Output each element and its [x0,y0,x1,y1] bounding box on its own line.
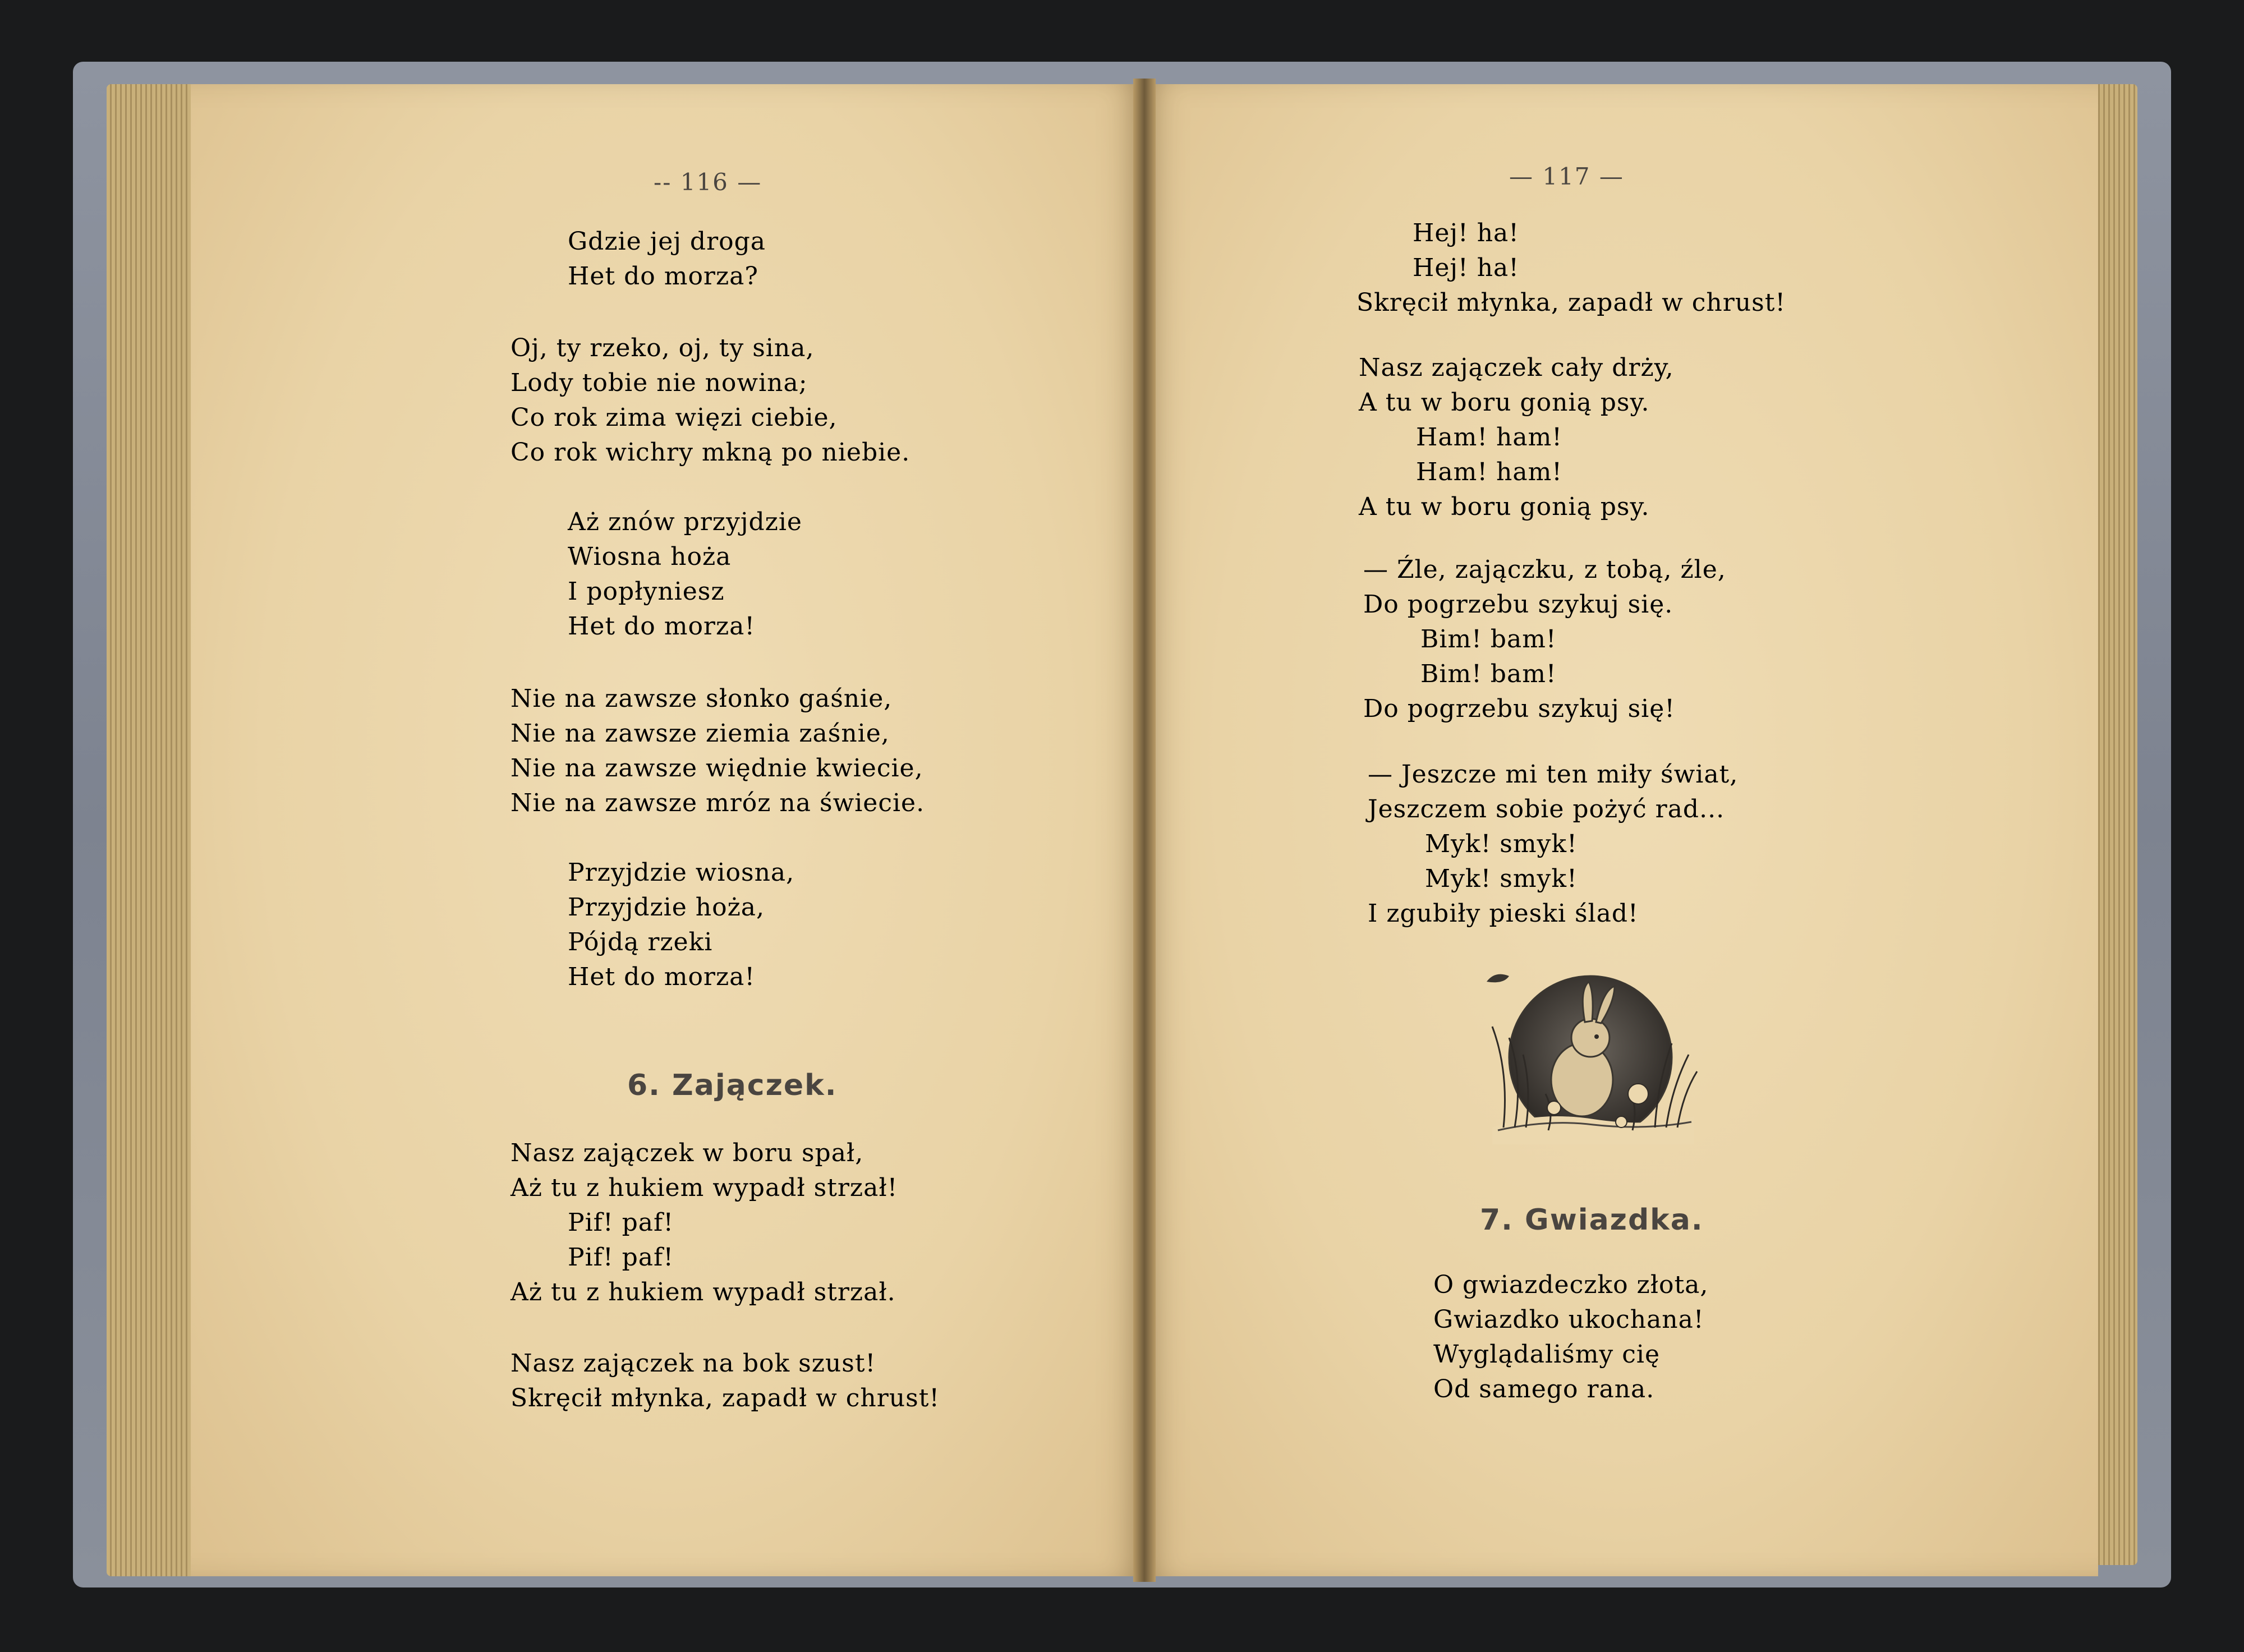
verse-line: Pif! paf! [568,1208,674,1237]
book-gutter [1133,79,1156,1582]
verse-line: Aż znów przyjdzie [568,508,802,536]
verse-line: Do pogrzebu szykuj się! [1363,694,1675,723]
verse-line: Myk! smyk! [1425,864,1578,893]
stanza [568,224,766,294]
verse-line: Co rok wichry mkną po niebie. [511,438,911,467]
hare-vignette-illustration [1470,959,1717,1150]
verse-line: Lody tobie nie nowina; [511,369,808,397]
stanza [1433,1268,1708,1407]
verse-line: Wiosna hoża [568,542,732,571]
verse-line: Het do morza! [568,963,756,991]
verse-line: Pif! paf! [568,1243,674,1272]
stanza [1363,553,1726,726]
stanza [511,682,925,821]
page-number-left: -- 116 — [654,168,762,196]
stanza [568,505,802,644]
poem-title: 7. Gwiazdka. [1480,1203,1704,1237]
verse-line: Nasz zajączek w boru spał, [511,1139,864,1167]
verse-line: Od samego rana. [1433,1375,1655,1403]
verse-line: Gdzie jej droga [568,227,766,256]
verse-line: — Jeszcze mi ten miły świat, [1368,760,1739,789]
verse-line: Pójdą rzeki [568,928,713,956]
verse-line: Skręcił młynka, zapadł w chrust! [1356,288,1786,317]
verse-line: Nie na zawsze mróz na świecie. [511,789,925,817]
verse-line: Het do morza? [568,262,758,291]
verse-line: Do pogrzebu szykuj się. [1363,590,1673,619]
verse-line: Jeszczem sobie pożyć rad... [1368,795,1725,823]
verse-line: Przyjdzie hoża, [568,893,765,922]
verse-line: Nie na zawsze słonko gaśnie, [511,684,893,713]
page-number-right: — 117 — [1509,163,1624,190]
verse-line: Hej! ha! [1413,254,1519,282]
verse-line: Bim! bam! [1420,660,1557,688]
page-edges-left [107,84,202,1576]
poem-title: 6. Zajączek. [627,1069,838,1102]
verse-line: Myk! smyk! [1425,830,1578,858]
stanza [511,331,910,470]
verse-line: — Źle, zajączku, z tobą, źle, [1363,555,1726,584]
verse-line: Nie na zawsze ziemia zaśnie, [511,719,890,748]
verse-line: I popłyniesz [568,577,725,606]
stanza [1356,216,1786,320]
verse-line: I zgubiły pieski ślad! [1368,899,1639,928]
verse-line: Nasz zajączek na bok szust! [511,1349,876,1378]
verse-line: Hej! ha! [1413,219,1519,247]
verse-line: Przyjdzie wiosna, [568,858,795,887]
stanza [511,1346,940,1416]
verse-line: Wyglądaliśmy cię [1433,1340,1661,1369]
stanza [1359,351,1674,524]
verse-line: Oj, ty rzeko, oj, ty sina, [511,334,815,362]
verse-line: Nasz zajączek cały drży, [1359,353,1674,382]
stanza [1368,757,1738,931]
verse-line: A tu w boru gonią psy. [1359,388,1650,417]
stanza [511,1136,898,1310]
verse-line: Gwiazdko ukochana! [1433,1305,1704,1334]
verse-line: Het do morza! [568,612,756,641]
verse-line: A tu w boru gonią psy. [1359,493,1650,521]
verse-line: Aż tu z hukiem wypadł strzał. [511,1278,896,1306]
verse-line: Co rok zima więzi ciebie, [511,403,838,432]
verse-line: O gwiazdeczko złota, [1433,1271,1709,1299]
verse-line: Ham! ham! [1416,423,1562,452]
stanza [568,855,794,995]
verse-line: Bim! bam! [1420,625,1557,654]
verse-line: Ham! ham! [1416,458,1562,486]
verse-line: Aż tu z hukiem wypadł strzał! [511,1174,898,1202]
verse-line: Nie na zawsze więdnie kwiecie, [511,754,923,783]
verse-line: Skręcił młynka, zapadł w chrust! [511,1384,940,1412]
